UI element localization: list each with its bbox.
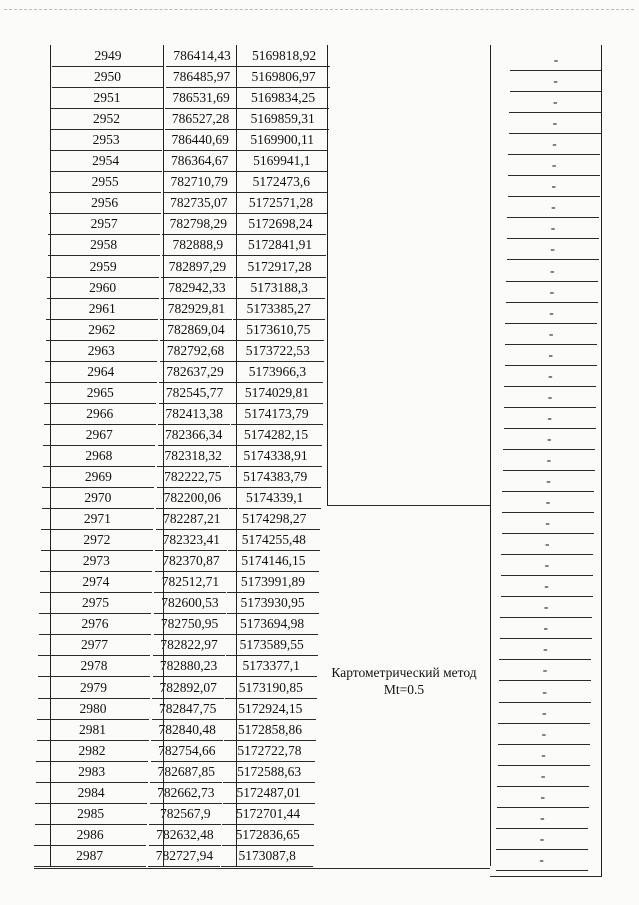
x-coordinate-cell: 782792,68 [160,340,232,362]
y-coordinate-cell: 5174255,48 [228,529,320,551]
point-number-cell: 2980 [37,698,149,720]
method-name: Картометрический метод [331,665,477,680]
accuracy-mark-cell: - [503,428,595,450]
column-divider [327,45,328,505]
y-coordinate-cell: 5172841,91 [234,234,326,256]
accuracy-mark-cell: - [501,533,593,555]
accuracy-mark-cell: - [505,323,597,345]
point-number-cell: 2985 [35,803,147,825]
accuracy-mark-cell: - [502,491,594,513]
point-number-cell: 2954 [50,150,162,172]
accuracy-mark-cell: - [502,470,594,492]
y-coordinate-cell: 5173694,98 [226,613,318,635]
x-coordinate-cell: 782318,32 [157,445,229,467]
column-divider [236,45,237,866]
accuracy-mark-cell: - [500,596,592,618]
accuracy-mark-cell: - [501,575,593,597]
accuracy-mark-cell: - [504,386,596,408]
accuracy-mark-cell: - [506,281,598,303]
point-number-cell: 2973 [40,550,152,572]
x-coordinate-cell: 782366,34 [158,424,230,446]
y-coordinate-cell: 5169834,25 [237,87,329,109]
y-coordinate-cell: 5173377,1 [225,655,317,677]
point-number-cell: 2966 [44,403,156,425]
point-number-cell: 2960 [47,277,159,299]
y-coordinate-cell: 5173188,3 [233,277,325,299]
y-coordinate-cell: 5173087,8 [221,845,313,867]
accuracy-mark-cell: - [499,659,591,681]
accuracy-mark-cell: - [507,196,599,218]
point-number-cell: 2951 [51,87,163,109]
accuracy-mark-cell: - [501,554,593,576]
point-number-cell: 2975 [39,592,151,614]
y-coordinate-cell: 5174282,15 [230,424,322,446]
point-number-cell: 2952 [51,108,163,130]
table-bottom-border-right [490,876,602,877]
y-coordinate-cell: 5174383,79 [229,466,321,488]
x-coordinate-cell: 786364,67 [164,150,236,172]
accuracy-mark-cell: - [508,133,600,155]
y-coordinate-cell: 5169806,97 [238,66,330,88]
accuracy-mark-cell: - [509,91,601,113]
y-coordinate-cell: 5173966,3 [231,361,323,383]
column-divider [490,45,491,866]
point-number-cell: 2979 [38,677,150,699]
x-coordinate-cell: 782892,07 [152,677,224,699]
accuracy-mark-cell: - [499,681,591,703]
y-coordinate-cell: 5172588,63 [223,761,315,783]
accuracy-mark-cell: - [496,828,588,850]
y-coordinate-cell: 5172701,44 [222,803,314,825]
y-coordinate-cell: 5172487,01 [223,782,315,804]
y-coordinate-cell: 5172722,78 [223,740,315,762]
accuracy-mark-cell: - [509,112,601,134]
x-coordinate-cell: 782600,53 [154,592,226,614]
x-coordinate-cell: 782222,75 [157,466,229,488]
accuracy-mark-cell: - [505,344,597,366]
x-coordinate-cell: 782323,41 [155,529,227,551]
x-coordinate-cell: 782847,75 [152,698,224,720]
x-coordinate-cell: 782512,71 [154,571,226,593]
x-coordinate-cell: 782545,77 [159,382,231,404]
point-number-cell: 2971 [41,508,153,530]
point-number-cell: 2965 [44,382,156,404]
y-coordinate-cell: 5172917,28 [234,256,326,278]
x-coordinate-cell: 782929,81 [160,298,232,320]
x-coordinate-cell: 782632,48 [149,824,221,846]
y-coordinate-cell: 5172473,6 [235,171,327,193]
point-number-cell: 2963 [45,340,157,362]
accuracy-mark-cell: - [496,807,588,829]
point-number-cell: 2967 [43,424,155,446]
accuracy-mark-cell: - [507,238,599,260]
y-coordinate-cell: 5172836,65 [222,824,314,846]
point-number-cell: 2962 [46,319,158,341]
point-number-cell: 2972 [41,529,153,551]
point-number-cell: 2958 [48,234,160,256]
y-coordinate-cell: 5173589,55 [226,634,318,656]
accuracy-mark-cell: - [507,217,599,239]
accuracy-mark-cell: - [498,723,590,745]
accuracy-mark-cell: - [503,449,595,471]
accuracy-mark-cell: - [506,260,598,282]
x-coordinate-cell: 782662,73 [150,782,222,804]
accuracy-mark-cell: - [508,154,600,176]
x-coordinate-cell: 782888,9 [162,234,234,256]
accuracy-mark-cell: - [502,512,594,534]
table-left-border [50,45,51,866]
x-coordinate-cell: 782727,94 [148,845,220,867]
point-number-cell: 2986 [34,824,146,846]
y-coordinate-cell: 5172858,86 [224,719,316,741]
point-number-cell: 2974 [40,571,152,593]
point-number-cell: 2950 [52,66,164,88]
x-coordinate-cell: 782750,95 [154,613,226,635]
column-divider [163,45,164,866]
x-coordinate-cell: 782897,29 [161,256,233,278]
y-coordinate-cell: 5173385,27 [233,298,325,320]
x-coordinate-cell: 782200,06 [156,487,228,509]
point-number-cell: 2956 [49,192,161,214]
point-number-cell: 2955 [49,171,161,193]
point-number-cell: 2987 [34,845,146,867]
x-coordinate-cell: 782710,79 [163,171,235,193]
x-coordinate-cell: 782880,23 [153,655,225,677]
accuracy-mark-cell: - [498,702,590,724]
table-right-border [601,45,602,876]
point-number-cell: 2953 [50,129,162,151]
x-coordinate-cell: 782942,33 [161,277,233,299]
y-coordinate-cell: 5173610,75 [232,319,324,341]
y-coordinate-cell: 5173722,53 [232,340,324,362]
point-number-cell: 2959 [47,256,159,278]
y-coordinate-cell: 5169941,1 [236,150,328,172]
y-coordinate-cell: 5169818,92 [238,45,330,67]
accuracy-mark-cell: - [505,302,597,324]
point-number-cell: 2976 [39,613,151,635]
point-number-cell: 2949 [52,45,164,67]
x-coordinate-cell: 782567,9 [149,803,221,825]
x-coordinate-cell: 782869,04 [160,319,232,341]
point-number-cell: 2977 [38,634,150,656]
x-coordinate-cell: 782822,97 [153,634,225,656]
y-coordinate-cell: 5174338,91 [230,445,322,467]
y-coordinate-cell: 5174339,1 [229,487,321,509]
x-coordinate-cell: 786440,69 [164,129,236,151]
accuracy-mark-cell: - [510,70,602,92]
x-coordinate-cell: 786527,28 [165,108,237,130]
y-coordinate-cell: 5173190,85 [225,677,317,699]
y-coordinate-cell: 5169900,11 [236,129,328,151]
y-coordinate-cell: 5173991,89 [227,571,319,593]
point-number-cell: 2969 [42,466,154,488]
y-coordinate-cell: 5174298,27 [228,508,320,530]
table-bottom-border [34,868,490,869]
point-number-cell: 2957 [48,213,160,235]
method-accuracy: Mt=0.5 [383,682,425,697]
y-coordinate-cell: 5173930,95 [227,592,319,614]
accuracy-mark-cell: - [500,617,592,639]
x-coordinate-cell: 782735,07 [163,192,235,214]
x-coordinate-cell: 786414,43 [166,45,238,67]
point-number-cell: 2968 [43,445,155,467]
x-coordinate-cell: 782413,38 [158,403,230,425]
method-note [318,664,490,698]
point-number-cell: 2982 [36,740,148,762]
y-coordinate-cell: 5174029,81 [231,382,323,404]
point-number-cell: 2978 [38,655,150,677]
accuracy-mark-cell: - [496,849,588,871]
x-coordinate-cell: 782370,87 [155,550,227,572]
merged-cell-top-border [327,505,490,506]
y-coordinate-cell: 5172698,24 [234,213,326,235]
accuracy-mark-cell: - [497,786,589,808]
point-number-cell: 2984 [35,782,147,804]
y-coordinate-cell: 5172571,28 [235,192,327,214]
y-coordinate-cell: 5169859,31 [237,108,329,130]
x-coordinate-cell: 782754,66 [151,740,223,762]
x-coordinate-cell: 786485,97 [166,66,238,88]
accuracy-mark-cell: - [498,744,590,766]
point-number-cell: 2981 [37,719,149,741]
accuracy-mark-cell: - [504,365,596,387]
accuracy-mark-cell: - [504,407,596,429]
x-coordinate-cell: 782637,29 [159,361,231,383]
point-number-cell: 2983 [36,761,148,783]
x-coordinate-cell: 782687,85 [150,761,222,783]
y-coordinate-cell: 5172924,15 [224,698,316,720]
y-coordinate-cell: 5174146,15 [227,550,319,572]
x-coordinate-cell: 782840,48 [151,719,223,741]
point-number-cell: 2961 [46,298,158,320]
x-coordinate-cell: 786531,69 [165,87,237,109]
accuracy-mark-cell: - [510,49,602,71]
accuracy-mark-cell: - [508,175,600,197]
accuracy-mark-cell: - [499,638,591,660]
x-coordinate-cell: 782798,29 [162,213,234,235]
accuracy-mark-cell: - [497,765,589,787]
x-coordinate-cell: 782287,21 [156,508,228,530]
point-number-cell: 2970 [42,487,154,509]
y-coordinate-cell: 5174173,79 [231,403,323,425]
point-number-cell: 2964 [45,361,157,383]
